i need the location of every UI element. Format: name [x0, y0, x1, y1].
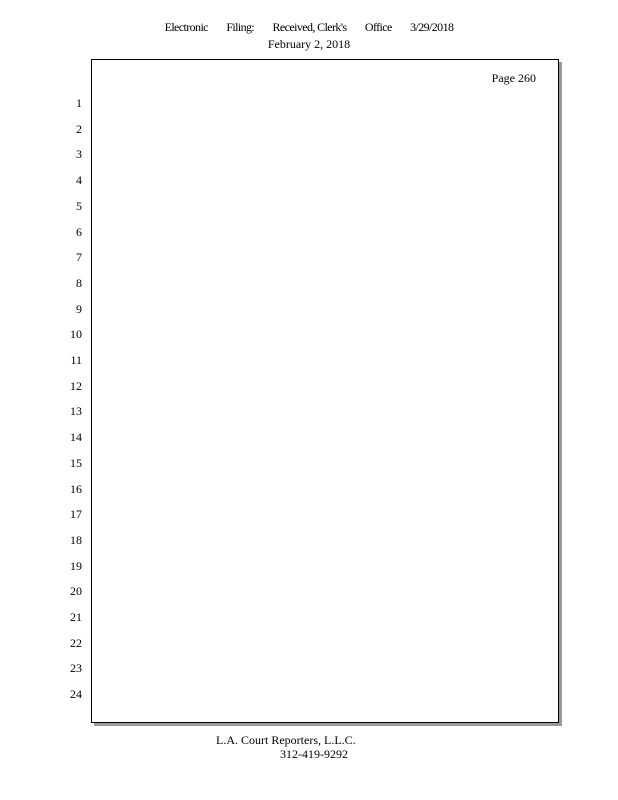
line-number: 13	[70, 404, 82, 418]
line-number: 11	[70, 353, 82, 367]
line-number: 9	[76, 302, 82, 316]
line-number: 18	[70, 533, 82, 547]
line-number: 3	[76, 147, 82, 161]
line-number: 1	[76, 96, 82, 110]
line-number: 10	[70, 327, 82, 341]
line-number: 7	[76, 250, 82, 264]
line-number: 2	[76, 122, 82, 136]
filing-stamp-part: Electronic	[164, 20, 208, 34]
footer-company: L.A. Court Reporters, L.L.C.	[216, 733, 356, 747]
transcript-date: February 2, 2018	[267, 37, 351, 51]
line-number: 5	[76, 199, 82, 213]
footer-phone: 312-419-9292	[280, 747, 348, 761]
filing-stamp-part: Received, Clerk's	[272, 20, 347, 34]
filing-stamp	[0, 20, 618, 35]
filing-stamp-part: 3/29/2018	[410, 20, 454, 34]
line-number: 23	[70, 661, 82, 675]
line-number: 17	[70, 507, 82, 521]
filing-stamp-part: Office	[364, 20, 392, 34]
line-number: 19	[70, 559, 82, 573]
line-number: 14	[70, 430, 82, 444]
line-number: 16	[70, 482, 82, 496]
line-number: 24	[70, 687, 82, 701]
line-number: 21	[70, 610, 82, 624]
line-number: 6	[76, 225, 82, 239]
line-number: 12	[70, 379, 82, 393]
page-number: Page 260	[491, 71, 536, 85]
line-number: 4	[76, 173, 82, 187]
transcript-page-frame	[91, 59, 559, 723]
filing-stamp-part: Filing:	[226, 20, 255, 34]
line-number: 15	[70, 456, 82, 470]
line-number: 20	[70, 584, 82, 598]
line-number: 8	[76, 276, 82, 290]
line-number: 22	[70, 636, 82, 650]
